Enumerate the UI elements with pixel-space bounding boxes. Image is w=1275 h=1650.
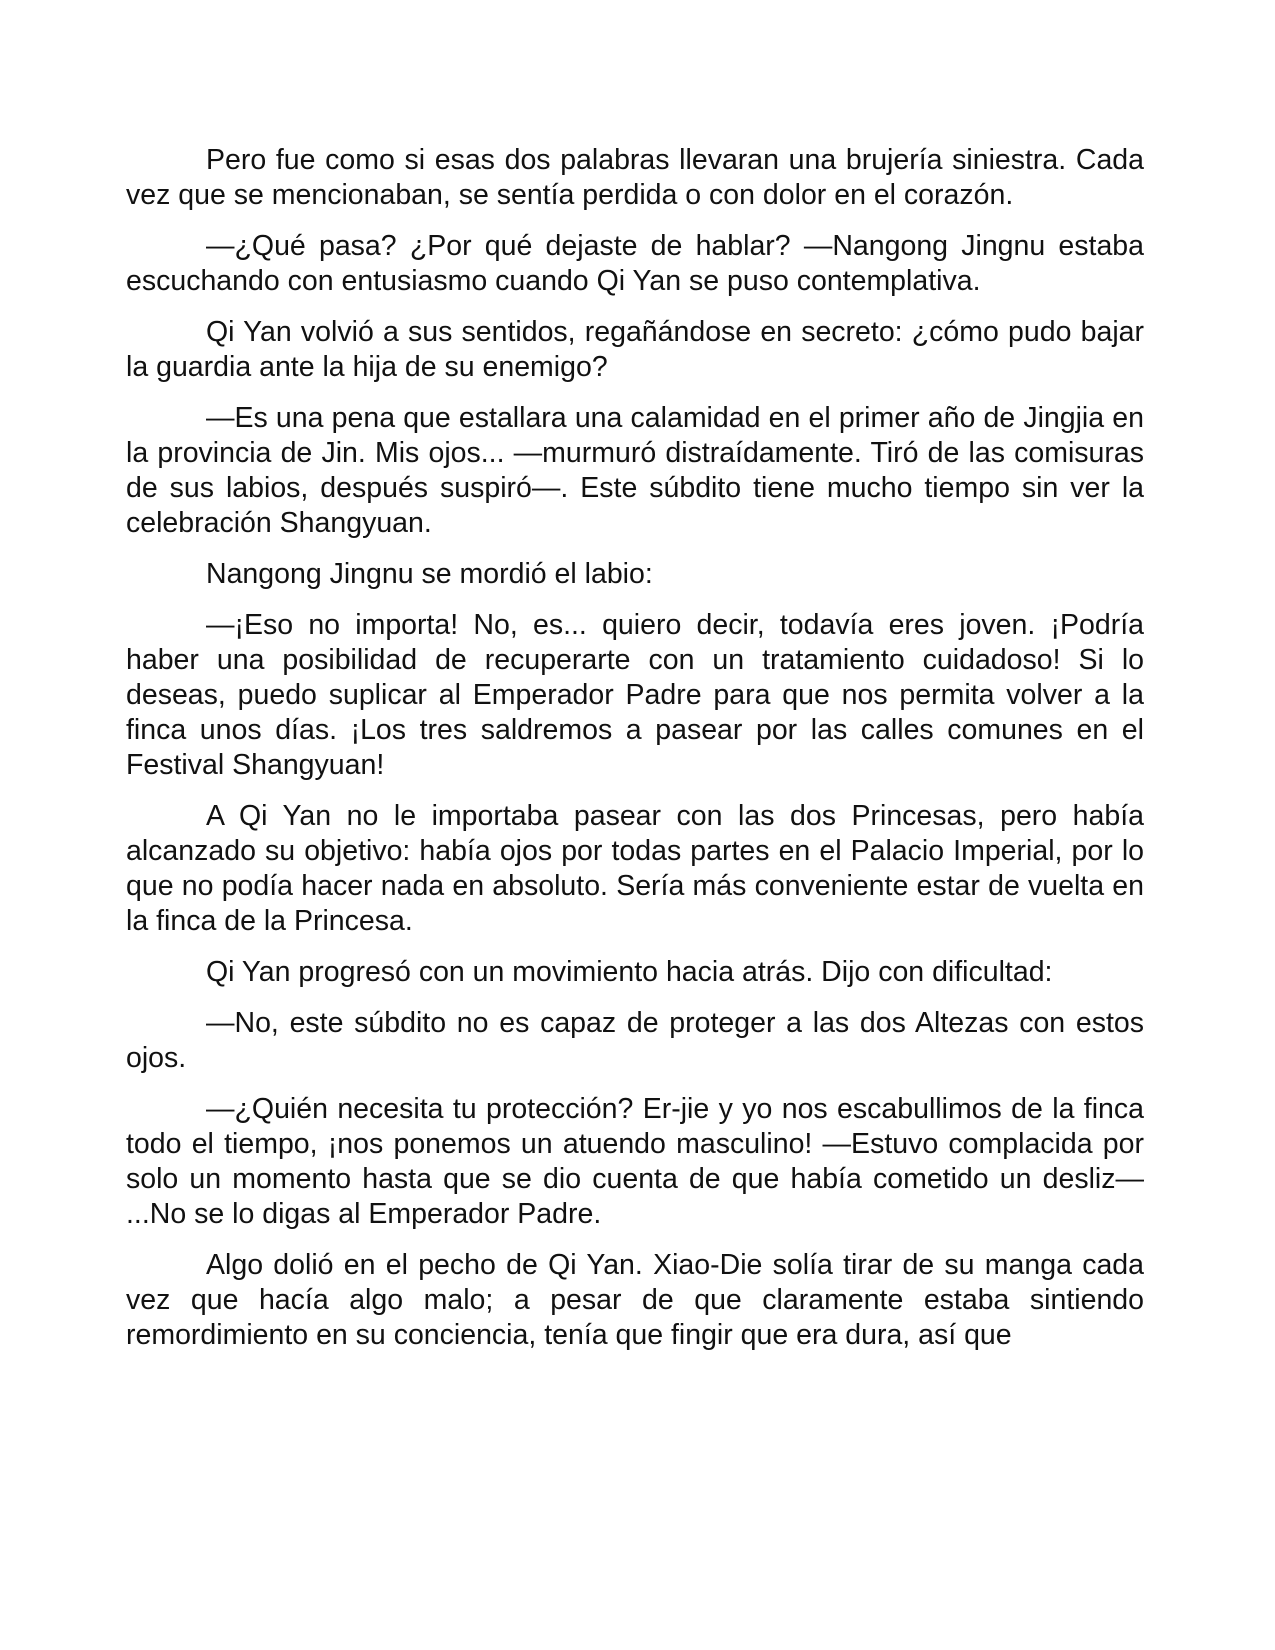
paragraph-2: —¿Qué pasa? ¿Por qué dejaste de hablar? —Nangong Jingnu estaba escuchando con entusiasmo cuando Qi Yan se puso contemplativa. [126, 230, 1144, 297]
paragraph-11: Algo dolió en el pecho de Qi Yan. Xiao-Die solía tirar de su manga cada vez que hacía algo malo; a pesar de que claramente estaba sintiendo remordimiento en su conciencia, tenía que fingir que era dura, así que [126, 1249, 1144, 1351]
paragraph-7: A Qi Yan no le importaba pasear con las dos Princesas, pero había alcanzado su objetivo: había ojos por todas partes en el Palacio Imperial, por lo que no podía hacer nada en absoluto. Sería más conveniente estar de vuelta en la finca de la Princesa. [126, 800, 1144, 937]
paragraph-10: —¿Quién necesita tu protección? Er-jie y yo nos escabullimos de la finca todo el tiempo, ¡nos ponemos un atuendo masculino! —Estuvo complacida por solo un momento hasta que se dio cuenta de que había cometido un desliz— ...No se lo digas al Emperador Padre. [126, 1093, 1144, 1230]
paragraph-6: —¡Eso no importa! No, es... quiero decir, todavía eres joven. ¡Podría haber una posibilidad de recuperarte con un tratamiento cuidadoso! Si lo deseas, puedo suplicar al Emperador Padre para que nos permita volver a la finca unos días. ¡Los tres saldremos a pasear por las calles comunes en el Festival Shangyuan! [126, 609, 1144, 781]
paragraph-3: Qi Yan volvió a sus sentidos, regañándose en secreto: ¿cómo pudo bajar la guardia ante la hija de su enemigo? [126, 316, 1144, 383]
paragraph-9: —No, este súbdito no es capaz de proteger a las dos Altezas con estos ojos. [126, 1007, 1144, 1074]
paragraph-5: Nangong Jingnu se mordió el labio: [206, 558, 653, 590]
document-page [126, 143, 1144, 1353]
paragraph-1: Pero fue como si esas dos palabras llevaran una brujería siniestra. Cada vez que se mencionaban, se sentía perdida o con dolor en el corazón. [126, 144, 1144, 211]
paragraph-8: Qi Yan progresó con un movimiento hacia atrás. Dijo con dificultad: [206, 956, 1053, 988]
paragraph-4: —Es una pena que estallara una calamidad en el primer año de Jingjia en la provincia de Jin. Mis ojos... —murmuró distraídamente. Tiró de las comisuras de sus labios, después suspiró—. Este súbdito tiene mucho tiempo sin ver la celebración Shangyuan. [126, 402, 1144, 539]
